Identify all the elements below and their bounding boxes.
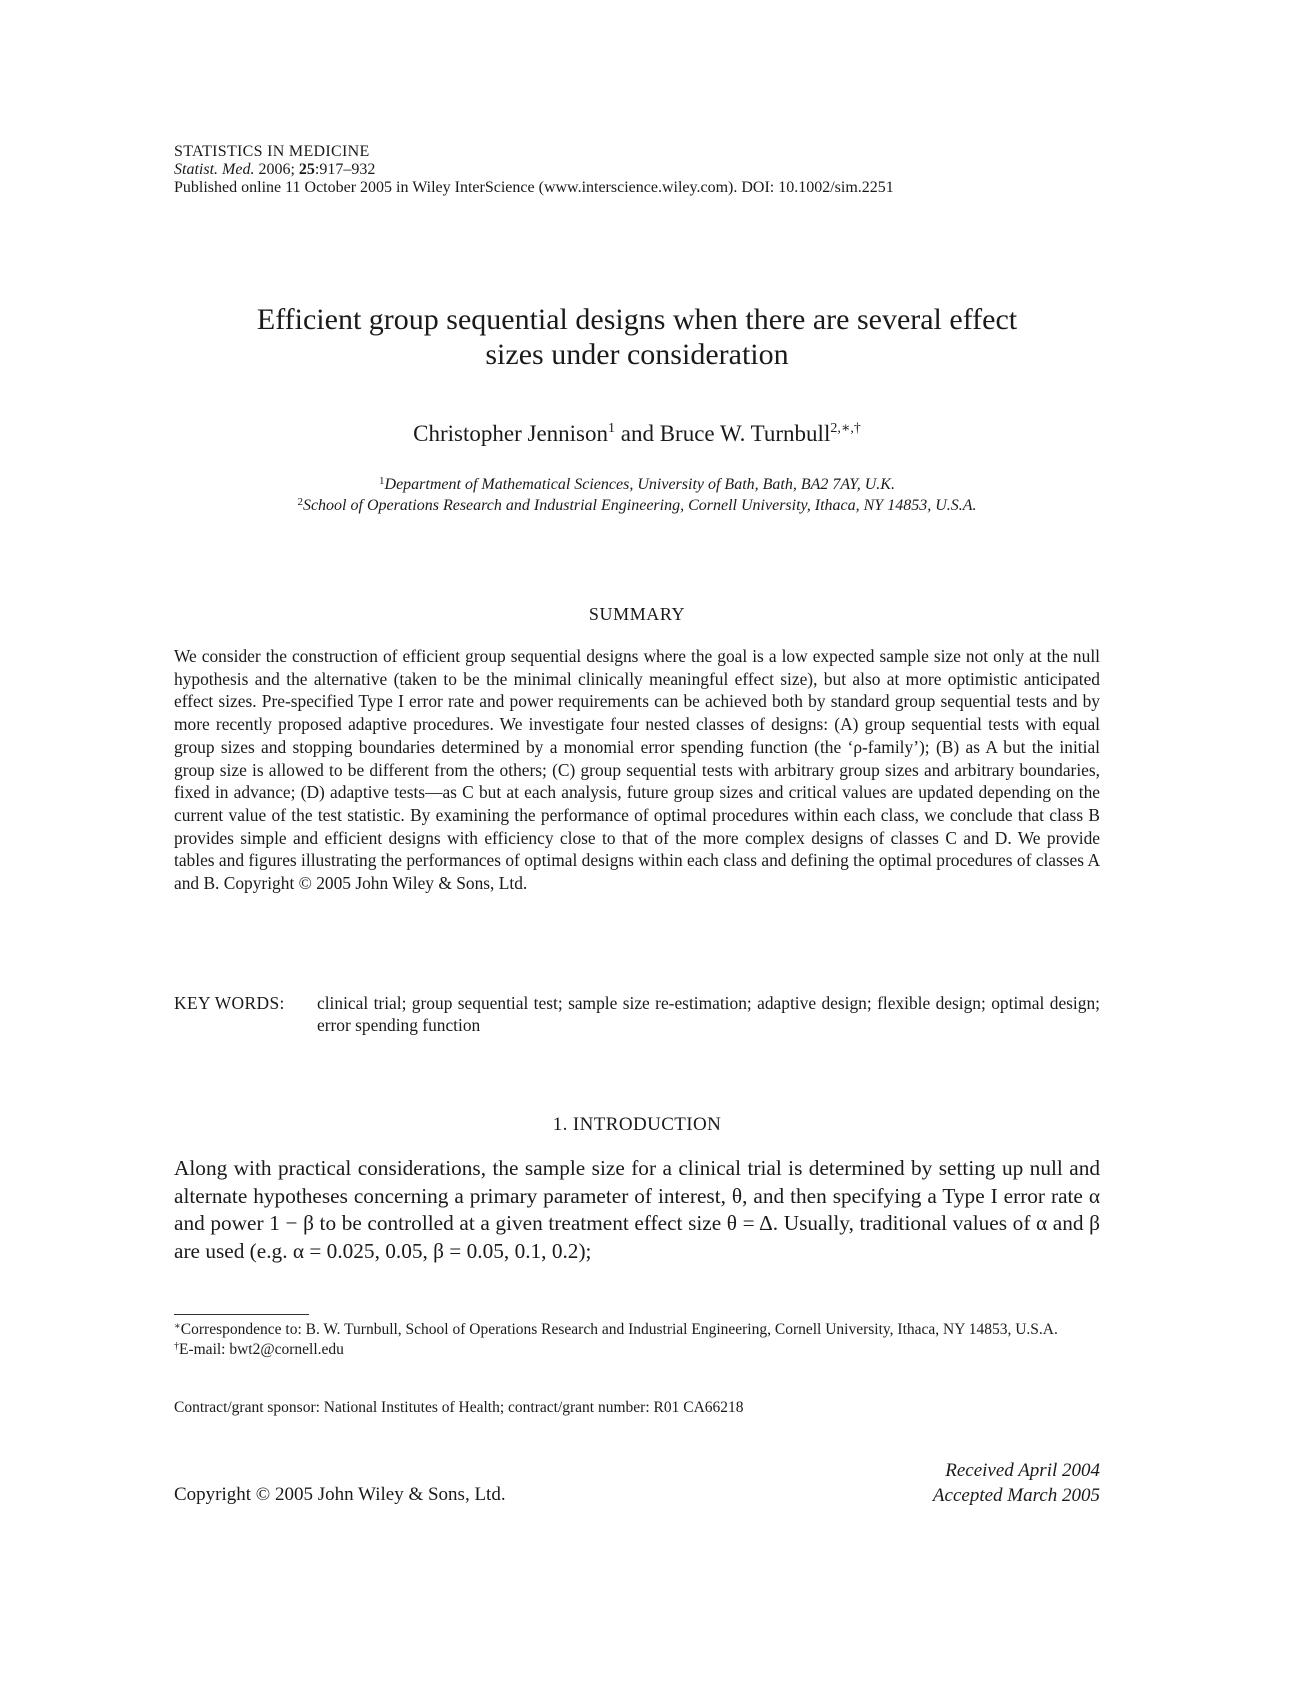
introduction-body: Along with practical considerations, the sample size for a clinical trial is determined by setting up null and alternate hypotheses concerning a primary parameter of interest, θ, and then specifying a Type I error rate α and power 1 − β to be controlled at a given treatment effect size θ = Δ. Usually, traditional values of α and β are used (e.g. α = 0.025, 0.05, β = 0.05, 0.1, 0.2); xyxy=(174,1156,1100,1263)
journal-name: STATISTICS IN MEDICINE xyxy=(174,143,370,160)
publication-line: Published online 11 October 2005 in Wiley InterScience (www.interscience.wiley.com). DOI: 10.1002/sim.2251 xyxy=(174,179,894,196)
author-1: Christopher Jennison xyxy=(413,421,608,446)
received-accepted xyxy=(933,1458,1100,1508)
footnotes xyxy=(174,1320,1100,1360)
citation-prefix: Statist. Med. xyxy=(174,161,255,178)
affiliation-2-mark: 2 xyxy=(297,496,303,508)
footnote-correspondence xyxy=(174,1320,1100,1340)
citation-pages: :917–932 xyxy=(314,161,376,178)
author-2-mark: 2,∗,† xyxy=(830,421,861,436)
contract-grant: Contract/grant sponsor: National Institutes of Health; contract/grant number: R01 CA66218 xyxy=(174,1399,744,1416)
keywords-text: clinical trial; group sequential test; sample size re-estimation; adaptive design; flexible design; optimal design; error spending function xyxy=(317,993,1100,1035)
introduction-heading: 1. INTRODUCTION xyxy=(552,1114,722,1135)
affiliations xyxy=(174,474,1100,516)
summary-body: We consider the construction of efficient group sequential designs where the goal is a low expected sample size not only at the null hypothesis and the alternative (taken to be the minimal clinically meaningful effect size), but also at more optimistic anticipated effect sizes. Pre-specified Type I error rate and power requirements can be achieved both by standard group sequential tests and by more recently proposed adaptive procedures. We investigate four nested classes of designs: (A) group sequential tests with equal group sizes and stopping boundaries determined by a monomial error spending function (the ‘ρ-family’); (B) as A but the initial group size is allowed to be different from the others; (C) group sequential tests with arbitrary group sizes and arbitrary boundaries, fixed in advance; (D) adaptive tests—as C but at each analysis, future group sizes and critical values are updated depending on the current value of the test statistic. By examining the performance of optimal procedures within each class, we conclude that class B provides simple and efficient designs with efficiency close to that of the more complex designs of classes C and D. We provide tables and figures illustrating the performances of optimal designs within each class and defining the optimal procedures of classes A and B. Copyright © 2005 John Wiley & Sons, Ltd. xyxy=(174,646,1100,894)
affiliation-2 xyxy=(174,495,1100,516)
summary-heading: SUMMARY xyxy=(588,604,686,624)
citation-year: 2006; xyxy=(254,161,299,178)
footnote-rule xyxy=(174,1314,309,1315)
affiliation-1 xyxy=(174,474,1100,495)
email-mark: † xyxy=(174,1341,179,1352)
authors xyxy=(174,421,1100,447)
correspondence-text: Correspondence to: B. W. Turnbull, School of Operations Research and Industrial Engineering, Cornell University, Ithaca, NY 14853, U.S.A. xyxy=(180,1321,1058,1338)
email-text: E-mail: bwt2@cornell.edu xyxy=(179,1341,344,1358)
keywords xyxy=(174,992,1100,1036)
citation-volume: 25 xyxy=(298,161,315,178)
keywords-label: KEY WORDS: xyxy=(174,993,285,1013)
footnote-email xyxy=(174,1340,1100,1360)
affiliation-2-text: School of Operations Research and Industrial Engineering, Cornell University, Ithaca, NY 14853, U.S.A. xyxy=(302,497,977,514)
affiliation-1-mark: 1 xyxy=(379,475,385,487)
author-2: Bruce W. Turnbull xyxy=(659,421,831,446)
accepted-date: Accepted March 2005 xyxy=(932,1485,1100,1506)
author-conjunction: and xyxy=(615,421,660,446)
title-line-2: sizes under consideration xyxy=(485,338,789,371)
citation xyxy=(174,161,1100,179)
paper-title xyxy=(174,302,1100,372)
received-date: Received April 2004 xyxy=(945,1460,1100,1481)
copyright: Copyright © 2005 John Wiley & Sons, Ltd. xyxy=(174,1484,506,1505)
affiliation-1-text: Department of Mathematical Sciences, University of Bath, Bath, BA2 7AY, U.K. xyxy=(384,476,895,493)
title-line-1: Efficient group sequential designs when there are several effect xyxy=(256,303,1018,336)
correspondence-mark: ∗ xyxy=(174,1321,181,1332)
author-1-mark: 1 xyxy=(608,421,615,436)
journal-header xyxy=(174,143,1100,197)
